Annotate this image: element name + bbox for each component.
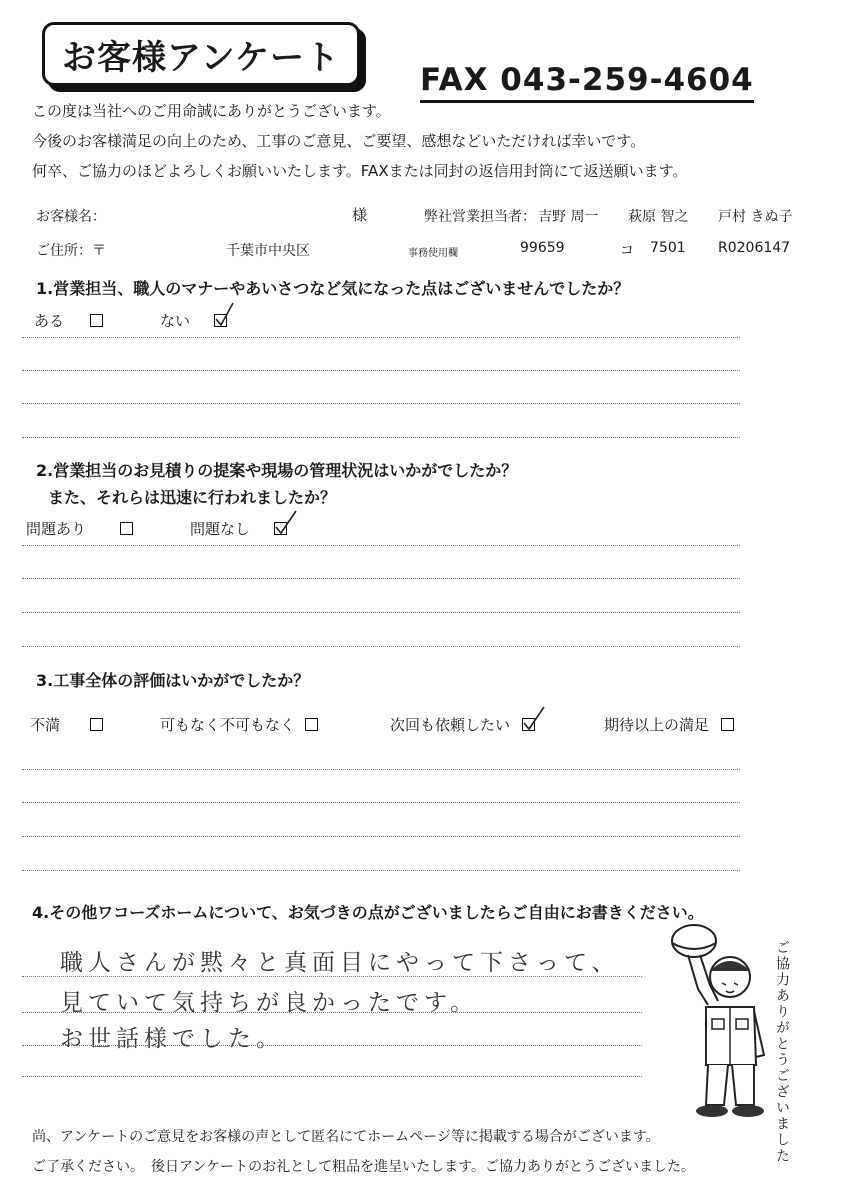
q3-kitai-checkbox[interactable] [721,718,734,731]
question-4: 4.その他ワコーズホームについて、お気づきの点がございましたらご自由にお書きください。 [32,903,704,922]
question-1: 1.営業担当、職人のマナーやあいさつなど気になった点はございませんでしたか？ [36,279,630,298]
sama-label: 様 [352,206,368,224]
q2-answer-line-2 [22,578,740,579]
q1-option-nai[interactable] [160,310,227,331]
thanks-vertical-text: ご協力ありがとうございました [774,940,790,1164]
q2-option-mondai-ari[interactable] [26,518,133,539]
q1-answer-line-2 [22,370,740,371]
q4-answer-line-1 [22,976,642,977]
q3-answer-line-3 [22,836,740,837]
q2-option-mondai-ari-label: 問題あり [26,520,87,538]
q1-nai-checkbox[interactable] [214,314,227,327]
fax-number: FAX 043-259-4604 [420,62,754,103]
q4-answer-line-2-text: 見ていて気持ちが良かったです。 [60,990,479,1016]
staff-name-3: 戸村 きぬ子 [718,209,793,225]
form-title: お客様アンケート [62,37,340,78]
intro-line-1: この度は当社へのご用命誠にありがとうございます。 [32,102,391,120]
q2-option-mondai-nashi[interactable] [190,518,287,539]
staff-name-1: 吉野 周一 [538,209,599,225]
customer-name-label: お客様名： [36,209,106,225]
q1-option-nai-label: ない [160,312,191,330]
office-code-4: R0206147 [718,240,791,256]
q1-answer-line-4 [22,437,740,438]
q2-answer-line-1 [22,545,740,546]
q3-option-kitai-label: 期待以上の満足 [604,716,710,734]
q3-option-kamonaku[interactable] [160,714,318,735]
q1-aru-checkbox[interactable] [90,314,103,327]
q3-fuman-checkbox[interactable] [90,718,103,731]
q2-answer-line-3 [22,612,740,613]
staff-name-2: 萩原 智之 [628,209,689,225]
q1-answer-line-1 [22,337,740,338]
footer-line-2: ご了承ください。 後日アンケートのお礼として粗品を進呈いたします。ご協力ありがとうございました。 [32,1159,696,1175]
q3-answer-line-1 [22,769,740,770]
office-code-2: コ [620,243,634,259]
question-3: 3.工事全体の評価はいかがでしたか？ [36,671,310,690]
q3-option-jikai-label: 次回も依頼したい [390,716,511,734]
q3-option-fuman-label: 不満 [30,716,61,734]
q1-option-aru[interactable] [34,310,103,331]
question-2: 2.営業担当のお見積りの提案や現場の管理状況はいかがでしたか？ [36,461,518,480]
q3-option-kitai[interactable] [604,714,734,735]
worker-illustration [660,915,770,1120]
q3-answer-line-4 [22,870,740,871]
checkmark-icon [273,509,299,535]
q3-jikai-checkbox[interactable] [522,718,535,731]
q2-answer-line-4 [22,646,740,647]
q4-answer-line-1-text: 職人さんが黙々と真面目にやって下さって、 [60,950,620,976]
checkmark-icon [213,301,235,327]
q3-kamonaku-checkbox[interactable] [305,718,318,731]
q4-answer-line-3-text: お世話様でした。 [60,1026,284,1052]
q3-answer-line-2 [22,802,740,803]
intro-line-2: 今後のお客様満足の向上のため、工事のご意見、ご要望、感想などいただければ幸いです。 [32,132,646,150]
office-use-label: 事務使用欄 [408,248,458,259]
footer-line-1: 尚、アンケートのご意見をお客様の声として匿名にてホームページ等に掲載する場合がございます。 [32,1129,660,1145]
q4-answer-line-2 [22,1012,642,1013]
staff-label: 弊社営業担当者： [424,209,536,225]
address-city: 千葉市中央区 [226,243,310,259]
q2-mondai-ari-checkbox[interactable] [120,522,133,535]
intro-line-3: 何卒、ご協力のほどよろしくお願いいたします。FAXまたは同封の返信用封筒にて返送願います。 [32,162,688,180]
q3-option-fuman[interactable] [30,714,103,735]
q3-option-jikai[interactable] [390,714,535,735]
question-2-sub: また、それらは迅速に行われましたか？ [48,488,337,507]
q3-option-kamonaku-label: 可もなく不可もなく [160,716,296,734]
office-code-3: 7501 [650,240,686,256]
q1-answer-line-3 [22,403,740,404]
q2-mondai-nashi-checkbox[interactable] [274,522,287,535]
q2-option-mondai-nashi-label: 問題なし [190,520,251,538]
checkmark-icon [521,705,547,731]
form-title-box [42,22,360,86]
q4-answer-line-3 [22,1045,642,1046]
q4-answer-line-4 [22,1076,642,1077]
office-code-1: 99659 [520,240,565,256]
address-label: ご住所：〒 [36,243,106,259]
q1-option-aru-label: ある [34,312,65,330]
